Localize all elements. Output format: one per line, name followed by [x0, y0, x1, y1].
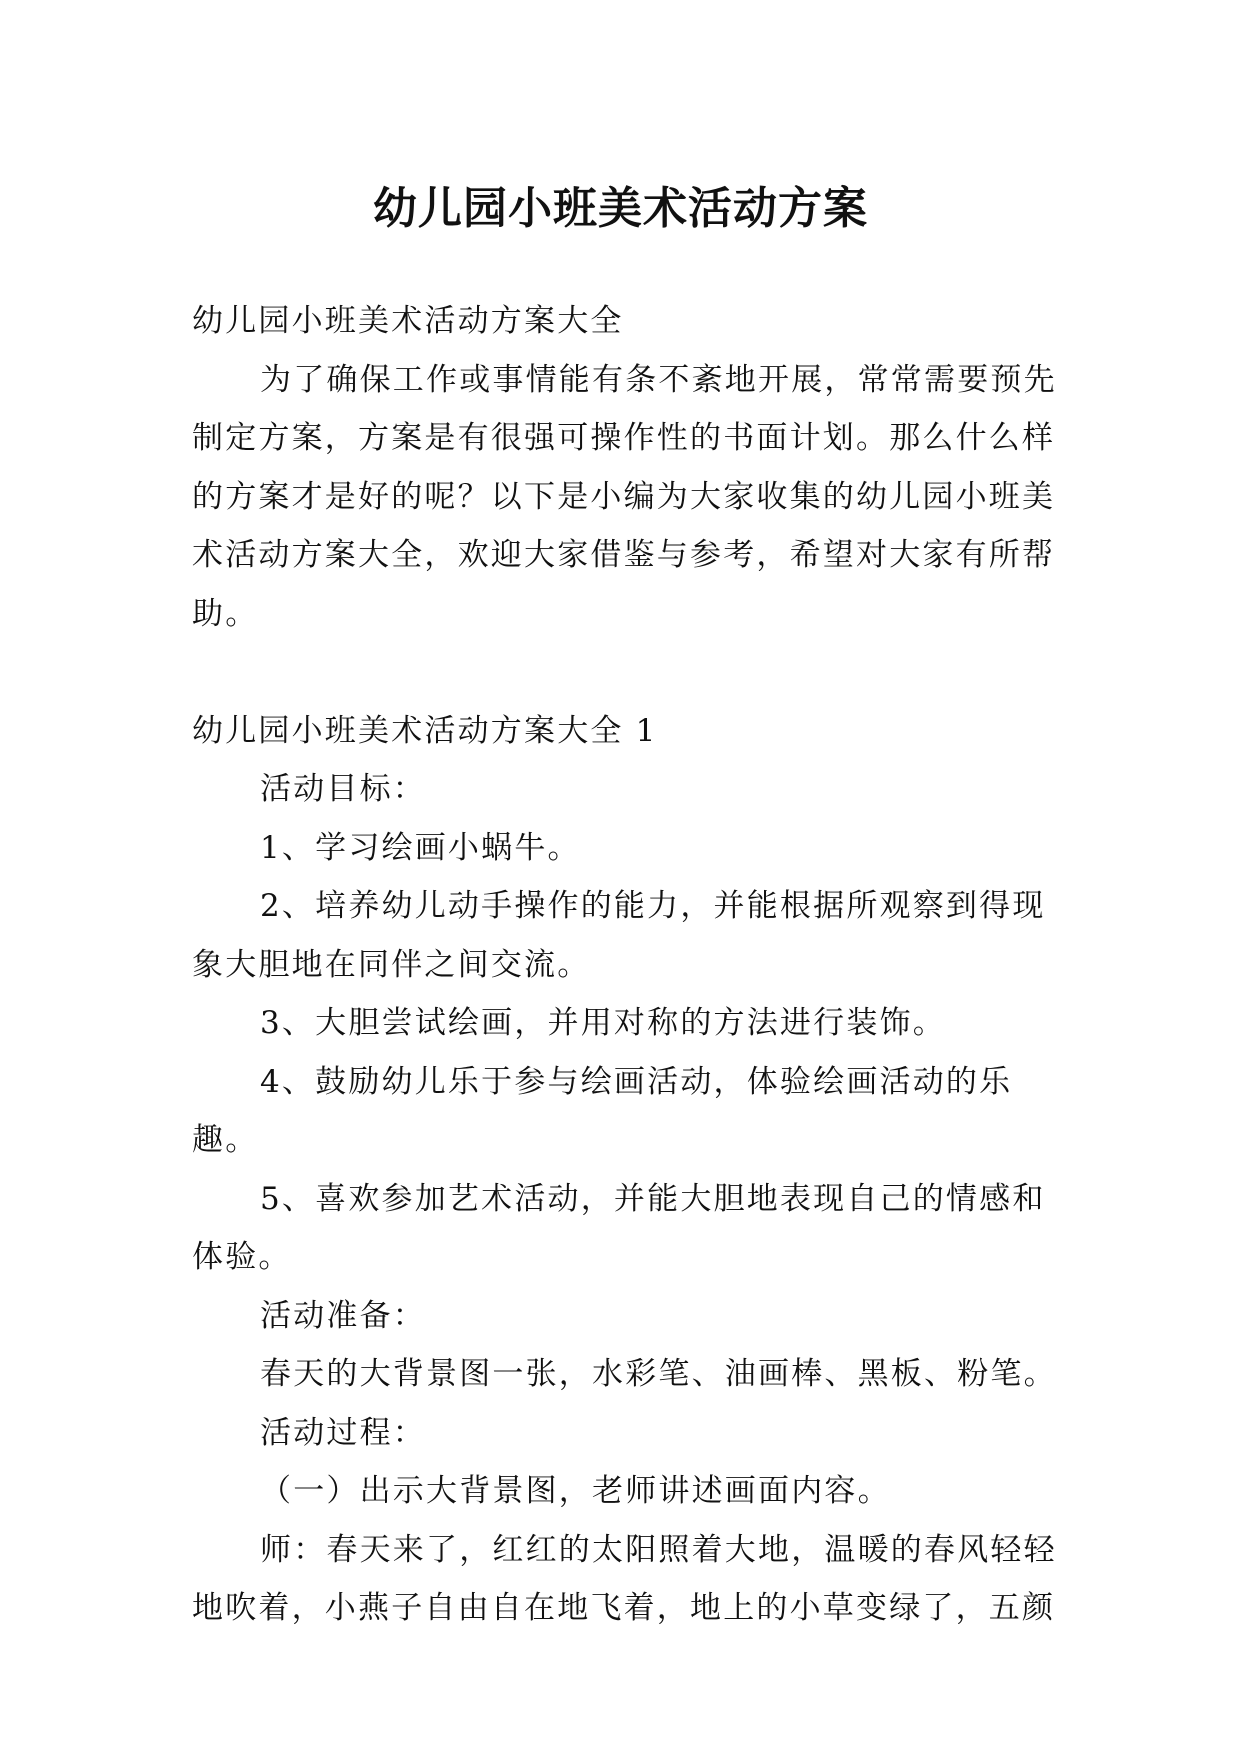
paragraph: 3、大胆尝试绘画，并用对称的方法进行装饰。: [260, 1005, 946, 1041]
paragraph: 活动目标：: [260, 771, 426, 807]
paragraph-gap: [192, 643, 1064, 702]
paragraph: 幼儿园小班美术活动方案大全: [192, 303, 624, 339]
document-title: 幼儿园小班美术活动方案: [373, 183, 868, 235]
paragraph: 师：春天来了，红红的太阳照着大地，温暖的春风轻轻地吹着，小燕子自由自在地飞着，地上的小草变绿了，五颜: [192, 1531, 1057, 1626]
paragraph: （一）出示大背景图，老师讲述画面内容。: [260, 1473, 891, 1509]
paragraph: 活动准备：: [260, 1297, 426, 1334]
paragraph: 4、鼓励幼儿乐于参与绘画活动，体验绘画活动的乐趣。: [192, 1063, 1013, 1158]
paragraph: 2、培养幼儿动手操作的能力，并能根据所观察到得现象大胆地在同伴之间交流。: [192, 888, 1046, 983]
paragraph: 春天的大背景图一张，水彩笔、油画棒、黑板、粉笔。: [260, 1356, 1057, 1392]
paragraph: 幼儿园小班美术活动方案大全 1: [192, 712, 658, 749]
paragraph: 为了确保工作或事情能有条不紊地开展，常常需要预先制定方案，方案是有很强可操作性的书面计划。那么什么样的方案才是好的呢？以下是小编为大家收集的幼儿园小班美术活动方案大全，欢迎大家借鉴与参考，希望对大家有所帮助。: [192, 361, 1057, 632]
paragraph: 1、学习绘画小蜗牛。: [260, 829, 581, 866]
paragraph: 5、喜欢参加艺术活动，并能大胆地表现自己的情感和体验。: [192, 1180, 1046, 1275]
paragraph: 活动过程：: [260, 1414, 426, 1451]
document-body: [192, 292, 1064, 1638]
